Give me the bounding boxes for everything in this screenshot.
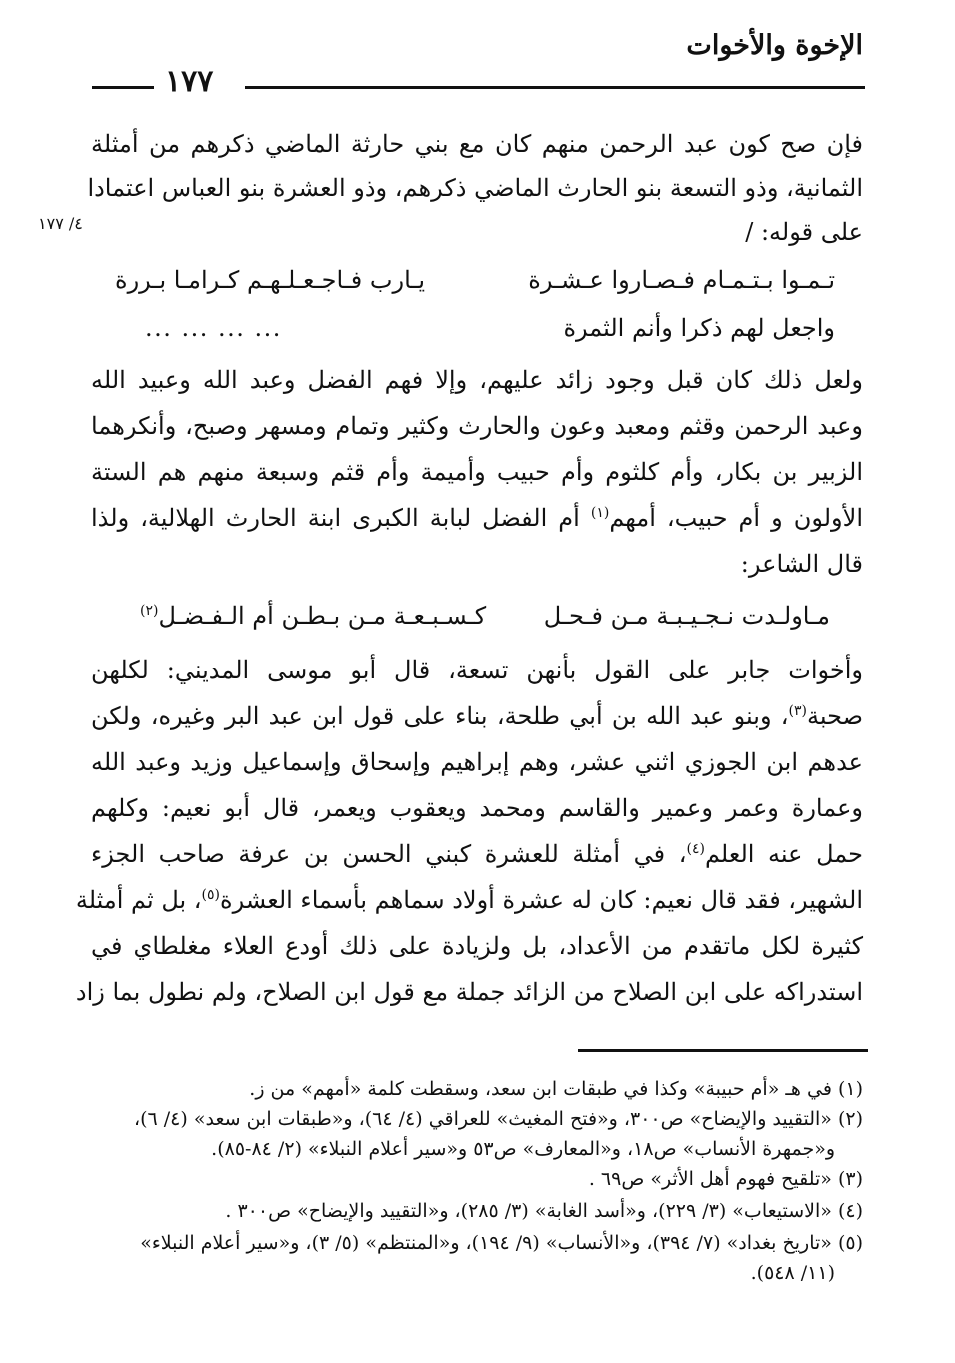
verse-line	[115, 258, 835, 302]
verse-ellipsis: ... ... ... ...	[145, 314, 282, 342]
footnote: (٥) «تاريخ بغداد» (٧/ ٣٩٤)، و«الأنساب» (٩/ ١٩٤)، و«المنتظم» (٥/ ٣)، و«سير أعلام النبلاء»	[140, 1232, 863, 1254]
header-rule-short	[92, 86, 154, 89]
body-line: وعبد الرحمن وقثم ومعبد وعون والحارث وكثير وتمام ومسهر وصبح، وأنكرهما	[91, 412, 863, 440]
body-line: على قوله: /	[745, 218, 863, 246]
body-line: قال الشاعر:	[740, 550, 863, 578]
body-line: الزبير بن بكار، وأم كلثوم وأم حبيب وأميمة وأم قثم وسبعة منهم هم الستة	[91, 458, 863, 486]
footnote: (٤) «الاستيعاب» (٣/ ٢٢٩)، و«أسد الغابة» (٣/ ٢٨٥)، و«التقييد والإيضاح» ص٣٠٠ .	[225, 1200, 863, 1222]
footnote: (١) في هـ «أم حبيبة» وكذا في طبقات ابن سعد، وسقطت كلمة «أمهم» من ز.	[249, 1078, 863, 1100]
body-line: كثيرة لكل ماتقدم من الأعداد، بل ولزيادة على ذلك أودع العلاء مغلطاي في	[91, 932, 863, 960]
body-text: صحبة	[807, 702, 863, 730]
body-line: وعمارة وعمر وعمير والقاسم ومحمد ويعقوب ويعمر، قال أبو نعيم: وكلهم	[91, 794, 863, 822]
verse-hemistich: تـمـوا بـتـمـام فـصـاروا عـشـرة	[528, 266, 835, 294]
body-line: الثمانية، وذو التسعة بنو الحارث الماضي ذكرهم، وذو العشرة بنو العباس اعتمادا	[87, 174, 863, 202]
body-line: استدراكه على ابن الصلاح من الزائد جملة مع قول ابن الصلاح، ولم نطول بما زاد	[75, 978, 863, 1006]
verse-hemistich: يـارب فـاجـعـلـهـم كـرامـا بـررة	[115, 266, 426, 294]
body-line: ولعل ذلك كان قبل وجود زائد عليهم، وإلا فهم الفضل وعبد الله وعبيد الله	[91, 366, 863, 394]
verse-line	[115, 306, 835, 350]
footnote-rule	[578, 1049, 868, 1052]
verse-text: كـسـبـعـة مـن بـطـن أم الـفـضـل	[158, 602, 487, 630]
body-text: ، وبنو عبد الله بن أبي طلحة، بناء على قول ابن عبد البر وغيره، ولكن	[91, 702, 789, 730]
verse-hemistich: مـاولـدت نـجـيـبـة مـن فـحـل	[543, 602, 830, 630]
body-text: ، بل ثم أمثلة	[75, 886, 202, 914]
verse-line	[140, 594, 830, 638]
note-mark: (٢)	[140, 603, 159, 619]
footnote: (٣) «تلقيح فهوم أهل الأثر» ص٦٩ .	[588, 1168, 863, 1190]
note-mark: (٥)	[201, 887, 221, 903]
body-line	[91, 832, 863, 876]
body-text: الشهير، فقد قال نعيم: كان له عشرة أولاد سماهم بأسماء العشرة	[220, 886, 863, 914]
body-line: عدهم ابن الجوزي اثني عشر، وهم إبراهيم وإسحاق وإسماعيل وزيد وعبد الله	[91, 748, 863, 776]
body-text: حمل عنه العلم	[704, 840, 863, 868]
note-mark: (٣)	[788, 703, 808, 719]
note-mark: (١)	[590, 505, 610, 521]
body-line: وأخوات جابر على القول بأنهن تسعة، قال أبو موسى المديني: لكلهن	[91, 656, 863, 684]
page-number: ١٧٧	[165, 64, 214, 99]
running-title: الإخوة والأخوات	[686, 30, 863, 61]
footnote: (١١/ ٥٤٨).	[750, 1262, 835, 1284]
body-text: الأولون و أم حبيب، أمهم	[609, 504, 863, 532]
footnote: و«جمهرة الأنساب» ص١٨، و«المعارف» ص٥٣ و«سير أعلام النبلاء» (٢/ ٨٤-٨٥).	[211, 1138, 835, 1160]
body-line	[75, 878, 863, 922]
margin-reference: ٤/ ١٧٧	[38, 214, 83, 233]
note-mark: (٤)	[686, 841, 705, 857]
body-line: فإن صح كون عبد الرحمن منهم كان مع بني حارثة الماضي ذكرهم من أمثلة	[91, 130, 863, 158]
header-rule	[245, 86, 865, 89]
verse-hemistich	[140, 594, 486, 638]
verse-hemistich: واجعل لهم ذكرا وأنم الثمرة	[563, 314, 835, 342]
body-text: أم الفضل لبابة الكبرى ابنة الحارث الهلالية، ولذا	[91, 504, 580, 532]
footnote: (٢) «التقييد والإيضاح» ص٣٠٠، و«فتح المغيث» للعراقي (٤/ ٦٤)، و«طبقات ابن سعد» (٤/ ٦)،	[133, 1108, 863, 1130]
body-line	[91, 694, 863, 738]
body-text: ، في أمثلة للعشرة كبني الحسن بن عرفة صاحب الجزء	[91, 840, 687, 868]
body-line	[91, 496, 863, 540]
